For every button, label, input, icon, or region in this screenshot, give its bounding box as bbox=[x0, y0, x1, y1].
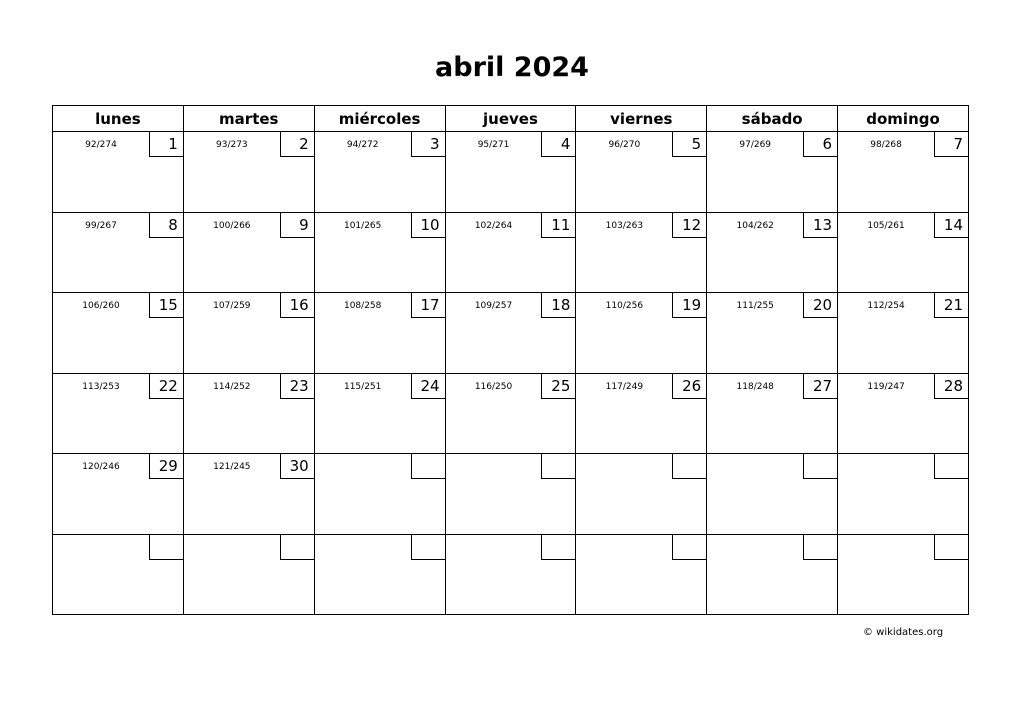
day-ordinal: 114/252 bbox=[213, 381, 251, 392]
day-number: 27 bbox=[803, 374, 837, 399]
day-cell-content bbox=[315, 293, 445, 373]
day-number bbox=[541, 454, 575, 479]
week-row bbox=[53, 212, 969, 293]
day-number: 28 bbox=[934, 374, 968, 399]
day-ordinal: 98/268 bbox=[870, 140, 902, 150]
day-cell-content bbox=[53, 454, 183, 534]
day-cell bbox=[445, 534, 576, 615]
day-ordinal: 108/258 bbox=[343, 301, 382, 311]
day-cell bbox=[53, 454, 184, 535]
day-cell-content bbox=[446, 132, 576, 212]
day-ordinal: 101/265 bbox=[343, 220, 382, 231]
day-cell-content bbox=[53, 213, 183, 293]
day-number: 23 bbox=[280, 374, 314, 399]
day-cell bbox=[53, 132, 184, 213]
day-cell-content bbox=[838, 454, 968, 534]
day-number bbox=[803, 454, 837, 479]
day-cell bbox=[314, 132, 445, 213]
day-number: 11 bbox=[541, 213, 575, 238]
day-number: 13 bbox=[803, 213, 837, 238]
day-ordinal: 94/272 bbox=[346, 140, 379, 150]
day-cell-content bbox=[707, 132, 837, 212]
day-cell bbox=[445, 373, 576, 454]
page-title: abril 2024 bbox=[435, 52, 589, 83]
day-cell-content bbox=[53, 132, 183, 212]
day-cell bbox=[838, 534, 969, 615]
day-ordinal: 107/259 bbox=[213, 301, 251, 311]
day-ordinal: 106/260 bbox=[82, 301, 120, 311]
weekday-header: miércoles bbox=[314, 106, 445, 132]
day-ordinal: 115/251 bbox=[343, 381, 382, 392]
day-number bbox=[803, 535, 837, 560]
day-number: 22 bbox=[149, 374, 183, 399]
day-number: 12 bbox=[672, 213, 706, 238]
day-ordinal: 92/274 bbox=[85, 140, 117, 150]
day-cell bbox=[838, 454, 969, 535]
week-row bbox=[53, 373, 969, 454]
day-ordinal: 93/273 bbox=[216, 140, 248, 150]
day-cell bbox=[183, 212, 314, 293]
day-ordinal: 100/266 bbox=[213, 220, 251, 231]
week-row bbox=[53, 132, 969, 213]
day-cell bbox=[838, 293, 969, 374]
day-ordinal: 112/254 bbox=[867, 301, 905, 311]
day-number: 24 bbox=[411, 374, 445, 399]
day-cell bbox=[183, 534, 314, 615]
day-cell-content bbox=[838, 132, 968, 212]
day-cell bbox=[314, 534, 445, 615]
day-number bbox=[672, 454, 706, 479]
day-cell bbox=[445, 454, 576, 535]
day-cell-content bbox=[576, 454, 706, 534]
day-ordinal: 102/264 bbox=[474, 220, 513, 231]
day-cell-content bbox=[315, 535, 445, 615]
day-cell bbox=[838, 132, 969, 213]
day-number bbox=[411, 535, 445, 560]
day-number: 7 bbox=[934, 132, 968, 157]
day-cell bbox=[183, 132, 314, 213]
day-cell-content bbox=[315, 213, 445, 293]
day-cell-content bbox=[446, 293, 576, 373]
day-cell-content bbox=[315, 132, 445, 212]
day-cell-content bbox=[184, 374, 314, 454]
day-number: 15 bbox=[149, 293, 183, 318]
weekday-header: lunes bbox=[53, 106, 184, 132]
day-number: 30 bbox=[280, 454, 314, 479]
day-cell-content bbox=[315, 454, 445, 534]
day-cell bbox=[53, 212, 184, 293]
day-number: 25 bbox=[541, 374, 575, 399]
day-ordinal: 97/269 bbox=[739, 140, 772, 150]
day-ordinal: 99/267 bbox=[85, 220, 117, 231]
day-cell-content bbox=[707, 535, 837, 615]
day-cell bbox=[53, 534, 184, 615]
day-cell-content bbox=[576, 535, 706, 615]
day-cell bbox=[707, 373, 838, 454]
day-number: 14 bbox=[934, 213, 968, 238]
day-ordinal: 110/256 bbox=[605, 301, 644, 311]
day-ordinal: 105/261 bbox=[867, 220, 905, 231]
weekday-header: jueves bbox=[445, 106, 576, 132]
week-row bbox=[53, 454, 969, 535]
day-cell-content bbox=[184, 535, 314, 615]
day-cell-content bbox=[315, 374, 445, 454]
day-number: 26 bbox=[672, 374, 706, 399]
day-cell-content bbox=[184, 132, 314, 212]
weekday-header-row bbox=[53, 106, 969, 132]
day-cell bbox=[183, 454, 314, 535]
day-cell bbox=[183, 373, 314, 454]
day-cell-content bbox=[446, 213, 576, 293]
day-cell-content bbox=[53, 374, 183, 454]
day-cell bbox=[314, 212, 445, 293]
day-number: 8 bbox=[149, 213, 183, 238]
day-number bbox=[934, 535, 968, 560]
day-number: 4 bbox=[541, 132, 575, 157]
day-cell-content bbox=[576, 293, 706, 373]
day-cell bbox=[314, 454, 445, 535]
day-number bbox=[149, 535, 183, 560]
day-ordinal: 118/248 bbox=[736, 381, 774, 392]
weekday-header: domingo bbox=[838, 106, 969, 132]
day-number: 18 bbox=[541, 293, 575, 318]
day-number: 3 bbox=[411, 132, 445, 157]
day-cell-content bbox=[184, 213, 314, 293]
day-cell bbox=[707, 293, 838, 374]
day-number bbox=[672, 535, 706, 560]
day-number: 29 bbox=[149, 454, 183, 479]
day-cell bbox=[314, 293, 445, 374]
day-cell bbox=[183, 293, 314, 374]
day-cell bbox=[576, 212, 707, 293]
day-cell bbox=[707, 212, 838, 293]
day-number: 16 bbox=[280, 293, 314, 318]
day-cell bbox=[576, 293, 707, 374]
day-cell bbox=[53, 373, 184, 454]
day-ordinal: 117/249 bbox=[605, 381, 644, 392]
day-number: 5 bbox=[672, 132, 706, 157]
day-cell bbox=[53, 293, 184, 374]
day-number: 6 bbox=[803, 132, 837, 157]
day-cell-content bbox=[707, 374, 837, 454]
week-row bbox=[53, 534, 969, 615]
day-cell-content bbox=[576, 213, 706, 293]
day-ordinal: 109/257 bbox=[474, 301, 513, 311]
day-ordinal: 95/271 bbox=[477, 140, 510, 150]
weekday-header: sábado bbox=[707, 106, 838, 132]
day-cell bbox=[838, 373, 969, 454]
day-cell bbox=[707, 534, 838, 615]
day-number bbox=[280, 535, 314, 560]
day-cell bbox=[707, 132, 838, 213]
day-number bbox=[934, 454, 968, 479]
calendar-body bbox=[53, 132, 969, 615]
day-cell-content bbox=[184, 293, 314, 373]
weekday-header: viernes bbox=[576, 106, 707, 132]
day-cell bbox=[576, 534, 707, 615]
day-cell-content bbox=[184, 454, 314, 534]
day-cell bbox=[576, 373, 707, 454]
day-cell-content bbox=[53, 535, 183, 615]
day-cell-content bbox=[446, 535, 576, 615]
day-ordinal: 116/250 bbox=[474, 381, 513, 392]
day-number: 20 bbox=[803, 293, 837, 318]
day-cell-content bbox=[707, 213, 837, 293]
day-cell-content bbox=[576, 132, 706, 212]
day-ordinal: 103/263 bbox=[605, 220, 644, 231]
day-cell-content bbox=[838, 535, 968, 615]
day-cell bbox=[838, 212, 969, 293]
day-cell-content bbox=[446, 374, 576, 454]
day-ordinal: 113/253 bbox=[82, 381, 120, 392]
day-number: 21 bbox=[934, 293, 968, 318]
day-cell-content bbox=[53, 293, 183, 373]
day-cell-content bbox=[446, 454, 576, 534]
day-ordinal: 119/247 bbox=[867, 381, 905, 392]
day-ordinal: 121/245 bbox=[213, 462, 251, 472]
day-ordinal: 120/246 bbox=[82, 462, 120, 472]
day-number bbox=[411, 454, 445, 479]
day-number: 17 bbox=[411, 293, 445, 318]
day-number: 9 bbox=[280, 213, 314, 238]
calendar-table bbox=[52, 105, 969, 615]
day-cell-content bbox=[576, 374, 706, 454]
day-cell-content bbox=[707, 293, 837, 373]
calendar-grid bbox=[52, 105, 969, 615]
day-cell-content bbox=[838, 293, 968, 373]
day-cell bbox=[707, 454, 838, 535]
day-number: 1 bbox=[149, 132, 183, 157]
day-cell bbox=[445, 293, 576, 374]
day-cell-content bbox=[838, 213, 968, 293]
copyright-notice: © wikidates.org bbox=[863, 627, 944, 638]
day-ordinal: 104/262 bbox=[736, 220, 774, 231]
day-ordinal: 96/270 bbox=[608, 140, 641, 150]
day-cell bbox=[314, 373, 445, 454]
day-cell-content bbox=[838, 374, 968, 454]
day-cell bbox=[576, 454, 707, 535]
day-number: 19 bbox=[672, 293, 706, 318]
day-cell-content bbox=[707, 454, 837, 534]
day-ordinal: 111/255 bbox=[736, 301, 774, 311]
day-number: 2 bbox=[280, 132, 314, 157]
day-cell bbox=[445, 212, 576, 293]
weekday-header: martes bbox=[183, 106, 314, 132]
day-cell bbox=[576, 132, 707, 213]
week-row bbox=[53, 293, 969, 374]
day-number: 10 bbox=[411, 213, 445, 238]
day-number bbox=[541, 535, 575, 560]
day-cell bbox=[445, 132, 576, 213]
